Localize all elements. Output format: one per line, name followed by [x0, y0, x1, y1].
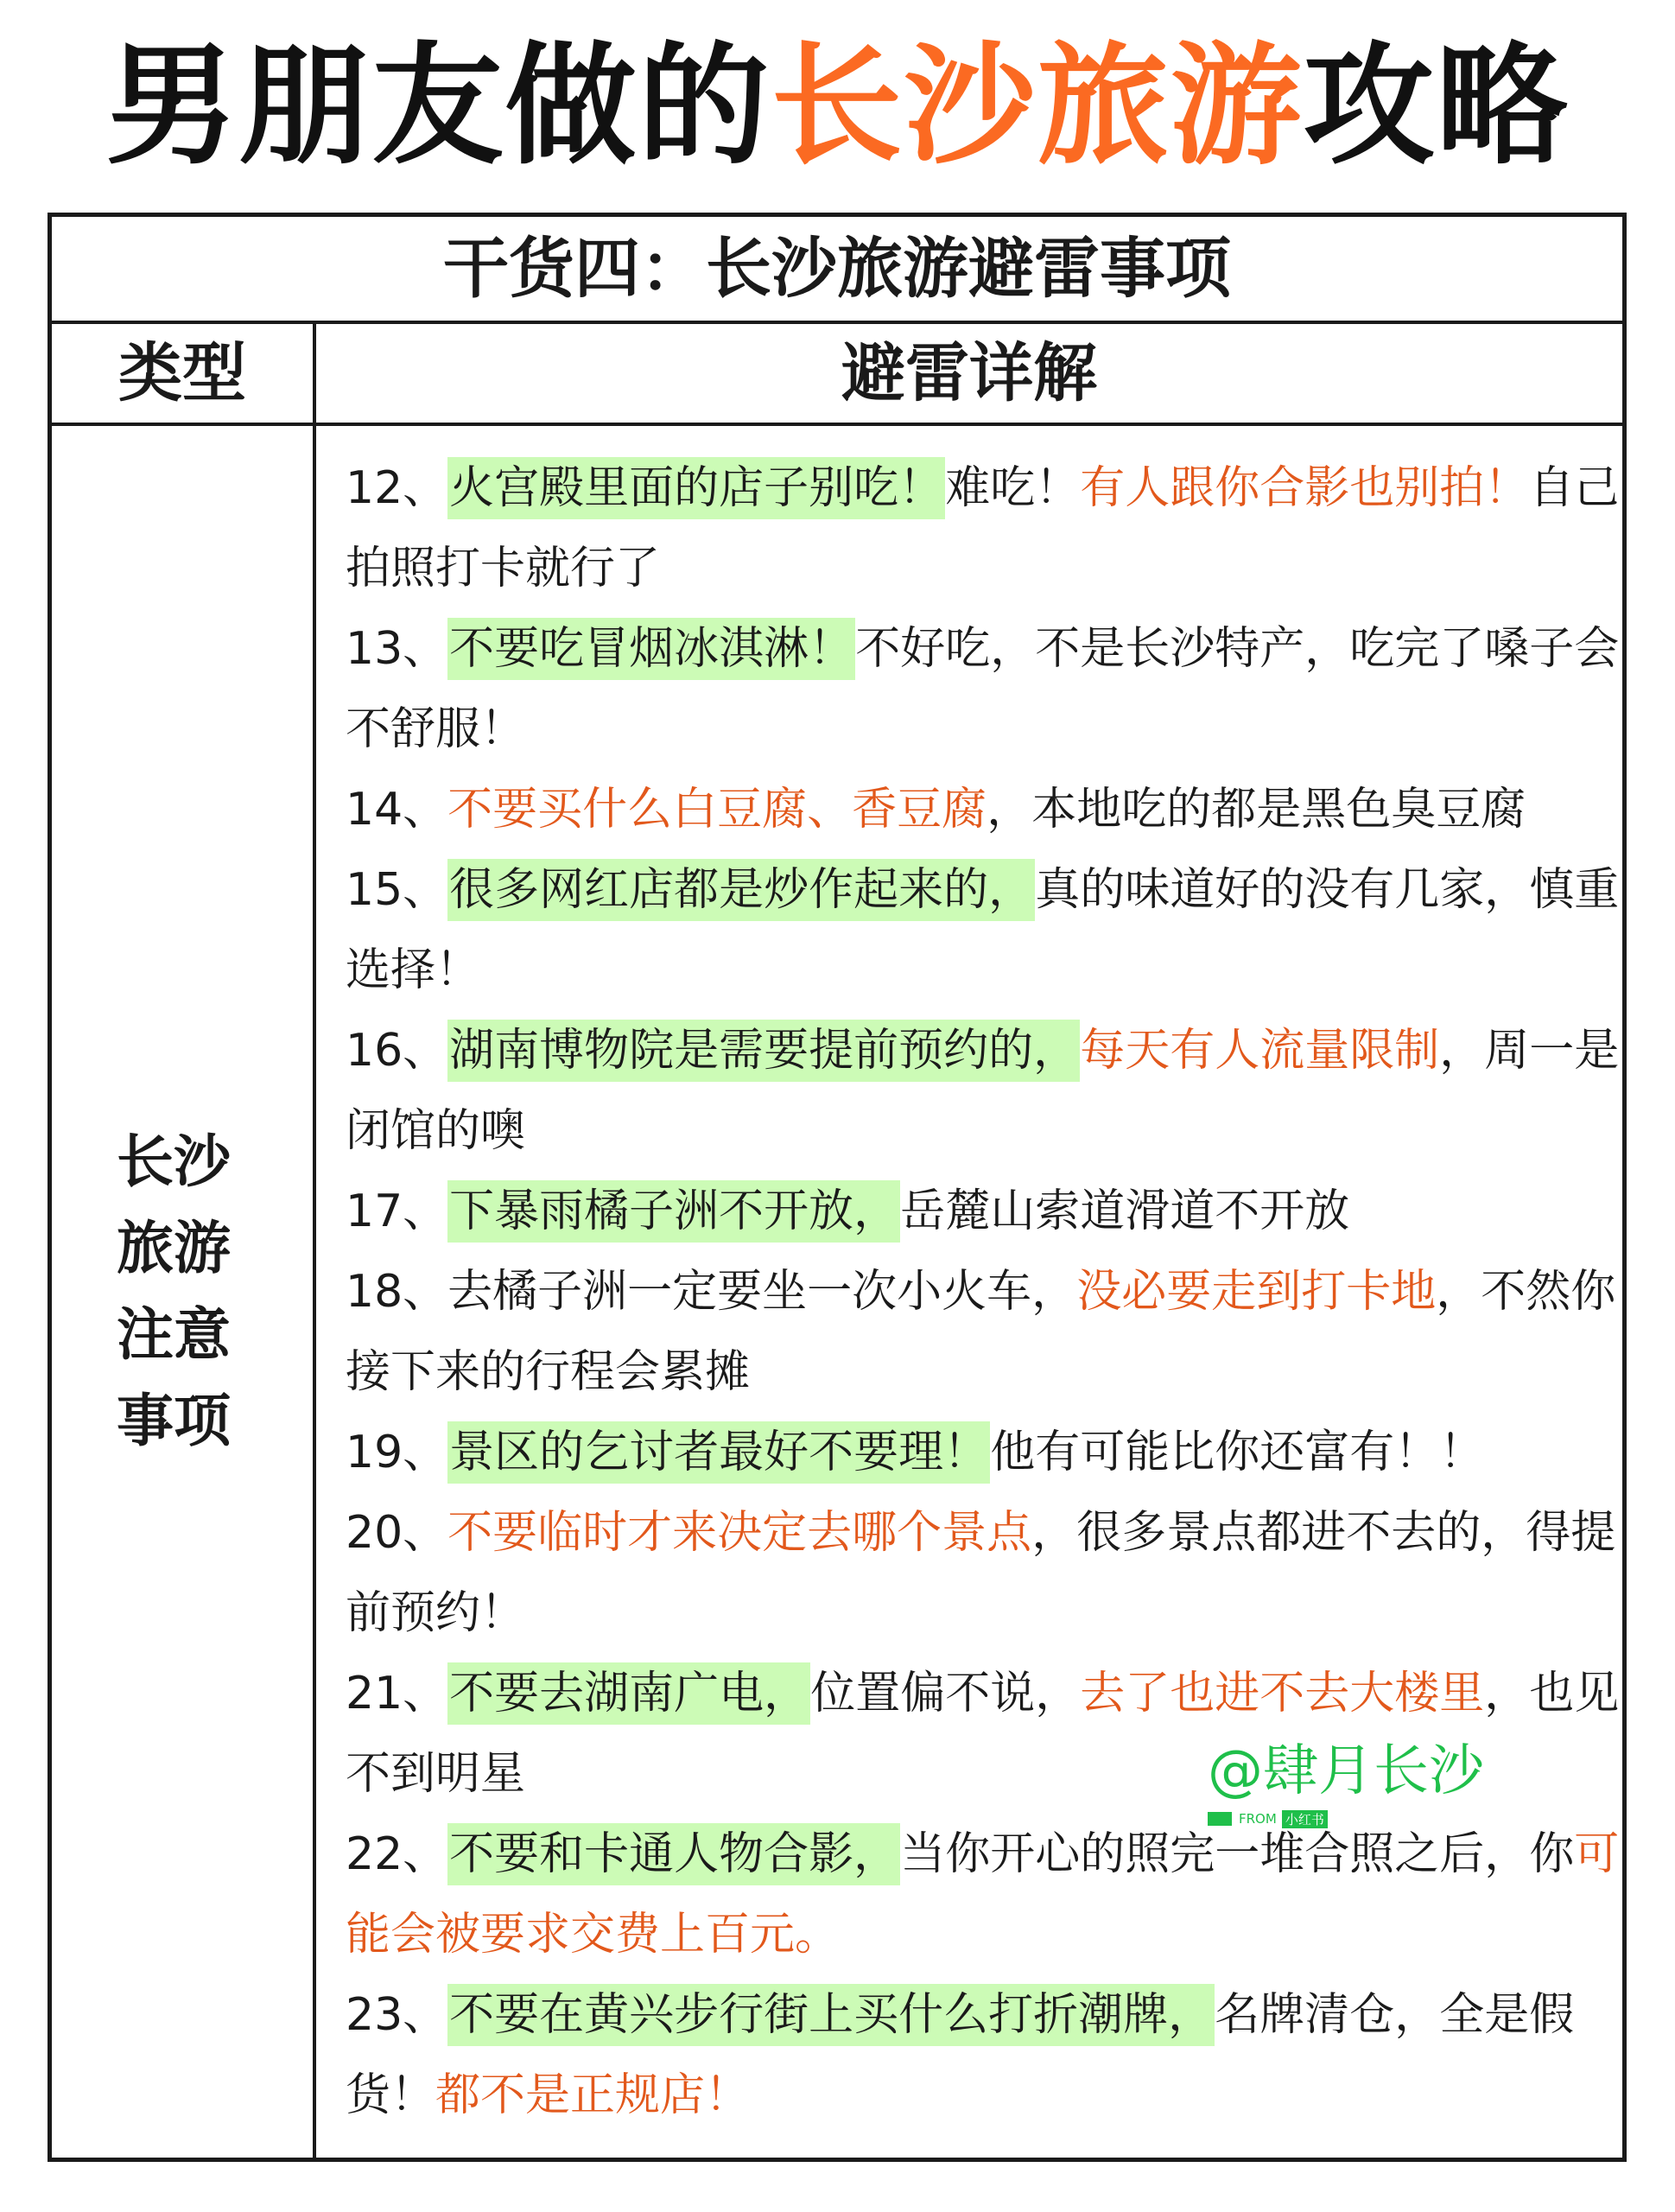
tips-table: [48, 213, 1627, 2162]
tip-item: [346, 1172, 1624, 1252]
tip-text: 16、: [346, 1025, 448, 1077]
watermark-source: [1208, 1809, 1328, 1828]
category-cell: [52, 426, 313, 2158]
watermark-brand: 小红书: [1282, 1810, 1328, 1828]
title-part-2-highlight: 长沙旅游: [771, 29, 1304, 182]
tip-item: [346, 770, 1624, 850]
tip-item: [346, 1975, 1624, 2136]
tip-warning-text: 不要买什么白豆腐、香豆腐: [447, 784, 987, 836]
tip-text: 去橘子洲一定要坐一次小火车，: [447, 1266, 1077, 1318]
title-part-1: 男朋友做的: [105, 29, 771, 182]
tip-warning-text: 每天有人流量限制: [1080, 1025, 1440, 1077]
tip-text: 他有可能比你还富有！！: [990, 1427, 1485, 1478]
tip-text: 岳麓山索道滑道不开放: [900, 1185, 1350, 1237]
column-header-type: 类型: [118, 336, 246, 410]
tip-item: [346, 448, 1624, 609]
tip-text: 19、: [346, 1427, 448, 1478]
tip-text: 15、: [346, 864, 448, 916]
tip-text: 23、: [346, 1989, 448, 2041]
tip-text: 14、: [346, 784, 448, 836]
tip-text: 自己拍照打卡就行了: [346, 462, 1620, 594]
tip-text: 22、: [346, 1828, 448, 1880]
details-cell: [346, 448, 1624, 2136]
tip-text: ，也见不到明星: [346, 1668, 1620, 1800]
tip-text: ，周一是闭馆的噢: [346, 1025, 1620, 1157]
column-divider: [313, 324, 316, 2158]
tip-text: 17、: [346, 1185, 448, 1237]
tip-warning-text: 不要临时才来决定去哪个景点: [447, 1507, 1032, 1559]
brand-logo-icon: [1208, 1812, 1232, 1826]
tip-warning-text: 可能会被要求交费上百元。: [346, 1828, 1620, 1961]
tip-text: 21、: [346, 1668, 448, 1719]
tip-text: 18、: [346, 1266, 448, 1318]
tip-text: 难吃！: [945, 462, 1081, 514]
tip-highlight-text: 很多网红店都是炒作起来的，: [447, 859, 1035, 921]
tip-item: [346, 1011, 1624, 1172]
tip-highlight-text: 湖南博物院是需要提前预约的，: [447, 1020, 1080, 1082]
tip-text: 位置偏不说，: [810, 1668, 1081, 1719]
tip-highlight-text: 不要吃冒烟冰淇淋！: [447, 618, 855, 680]
tip-highlight-text: 不要和卡通人物合影，: [447, 1823, 900, 1885]
tip-item: [346, 1252, 1624, 1413]
tip-text: ，本地吃的都是黑色臭豆腐: [987, 784, 1526, 836]
watermark: [1208, 1737, 1484, 1832]
tip-text: 当你开心的照完一堆合照之后，你: [900, 1828, 1575, 1880]
tip-warning-text: 有人跟你合影也别拍！: [1080, 462, 1530, 514]
watermark-from: FROM: [1239, 1811, 1277, 1827]
tip-text: ，不然你接下来的行程会累摊: [346, 1266, 1616, 1398]
tip-text: 名牌清仓，全是假货！: [346, 1989, 1575, 2121]
tip-warning-text: 去了也进不去大楼里: [1080, 1668, 1485, 1719]
category-label: 长沙 旅游 注意 事项: [117, 1128, 231, 1454]
section-title: 干货四：长沙旅游避雷事项: [52, 217, 1622, 324]
watermark-handle: @肆月长沙: [1208, 1739, 1484, 1803]
tip-item: [346, 850, 1624, 1011]
tip-item: [346, 609, 1624, 770]
tip-highlight-text: 不要在黄兴步行街上买什么打折潮牌，: [447, 1984, 1215, 2046]
tip-highlight-text: 不要去湖南广电，: [447, 1662, 810, 1725]
tip-highlight-text: 下暴雨橘子洲不开放，: [447, 1180, 900, 1243]
tip-text: 20、: [346, 1507, 448, 1559]
tip-item: [346, 1413, 1624, 1493]
tip-text: ，很多景点都进不去的，得提前预约！: [346, 1507, 1616, 1639]
tip-item: [346, 1493, 1624, 1654]
tip-text: 12、: [346, 462, 448, 514]
column-header-row: [52, 324, 1622, 426]
tip-text: 13、: [346, 623, 448, 675]
tip-item: [346, 1815, 1624, 1975]
tip-warning-text: 都不是正规店！: [435, 2069, 751, 2121]
page-title: [0, 24, 1675, 188]
tip-warning-text: 没必要走到打卡地: [1076, 1266, 1437, 1318]
tip-text: 不好吃，不是长沙特产，吃完了嗓子会不舒服！: [346, 623, 1620, 755]
column-header-detail: 避雷详解: [841, 336, 1097, 410]
tip-highlight-text: 景区的乞讨者最好不要理！: [447, 1421, 990, 1484]
tip-highlight-text: 火宫殿里面的店子别吃！: [447, 457, 945, 519]
title-part-3: 攻略: [1303, 29, 1570, 182]
tip-text: 真的味道好的没有几家，慎重选择！: [346, 864, 1620, 996]
